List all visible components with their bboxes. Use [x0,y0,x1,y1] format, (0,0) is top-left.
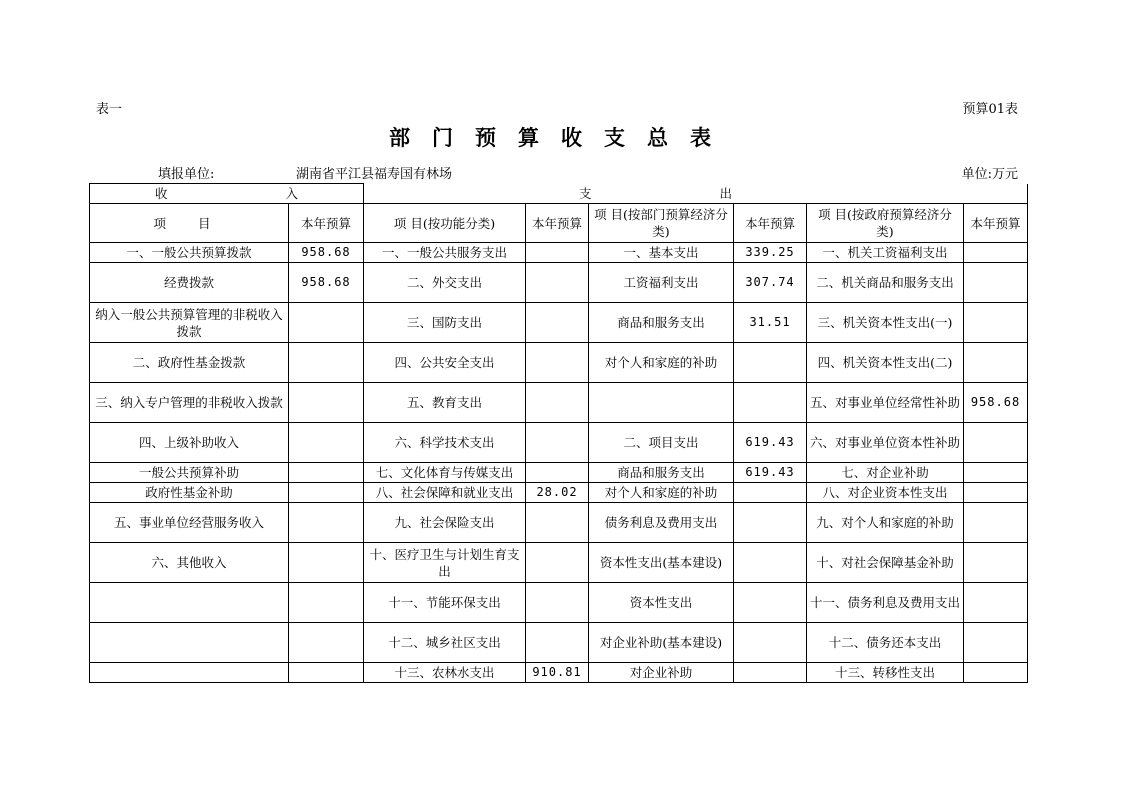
table-row [90,463,1028,483]
item-cell [90,623,289,663]
table-row [90,343,1028,383]
section-header-row [90,184,1028,204]
budget-amount-cell: 958.68 [289,263,364,303]
item-cell: 三、机关资本性支出(一) [807,303,964,343]
expense-section-char-2: 出 [719,185,733,201]
table-row [90,243,1028,263]
item-cell: 经费拨款 [90,263,289,303]
item-cell: 商品和服务支出 [589,463,734,483]
expense-section-header [364,184,1028,204]
budget-amount-cell [526,343,589,383]
col-header-government-budget: 本年预算 [964,204,1028,243]
col-header-functional: 项 目(按功能分类) [364,204,526,243]
budget-amount-cell [289,663,364,683]
item-cell: 纳入一般公共预算管理的非税收入拨款 [90,303,289,343]
item-cell: 六、科学技术支出 [364,423,526,463]
item-cell: 十一、节能环保支出 [364,583,526,623]
table-number: 表一 [96,102,123,117]
budget-amount-cell [964,543,1028,583]
budget-amount-cell [964,663,1028,683]
col-header-item: 项 目 [90,204,289,243]
table-row [90,303,1028,343]
budget-amount-cell [964,463,1028,483]
budget-amount-cell [964,343,1028,383]
item-cell: 对企业补助 [589,663,734,683]
budget-amount-cell: 958.68 [289,243,364,263]
item-cell: 工资福利支出 [589,263,734,303]
reporting-unit-name: 湖南省平江县福寿国有林场 [296,167,453,182]
budget-amount-cell [526,623,589,663]
table-row [90,583,1028,623]
item-cell: 七、对企业补助 [807,463,964,483]
item-cell: 对个人和家庭的补助 [589,483,734,503]
budget-amount-cell [526,243,589,263]
budget-amount-cell [526,303,589,343]
budget-amount-cell [289,503,364,543]
budget-amount-cell [526,383,589,423]
budget-amount-cell [289,383,364,423]
item-cell: 五、教育支出 [364,383,526,423]
item-cell: 一、基本支出 [589,243,734,263]
reporting-unit-label: 填报单位: [158,167,215,182]
budget-amount-cell [964,423,1028,463]
budget-amount-cell: 339.25 [734,243,807,263]
budget-amount-cell [526,463,589,483]
budget-amount-cell: 28.02 [526,483,589,503]
budget-amount-cell [289,303,364,343]
item-cell [589,383,734,423]
col-header-department-budget: 本年预算 [734,204,807,243]
budget-amount-cell [964,623,1028,663]
item-cell: 一般公共预算补助 [90,463,289,483]
item-cell: 十三、转移性支出 [807,663,964,683]
budget-amount-cell [734,663,807,683]
col-header-department: 项 目(按部门预算经济分类) [589,204,734,243]
budget-amount-cell [289,623,364,663]
col-header-government: 项 目(按政府预算经济分类) [807,204,964,243]
item-cell [90,583,289,623]
budget-amount-cell: 31.51 [734,303,807,343]
budget-amount-cell [964,503,1028,543]
budget-amount-cell [734,623,807,663]
item-cell: 二、项目支出 [589,423,734,463]
col-header-functional-budget: 本年预算 [526,204,589,243]
item-cell: 五、事业单位经营服务收入 [90,503,289,543]
table-row [90,543,1028,583]
budget-amount-cell: 619.43 [734,423,807,463]
income-section-char-2: 入 [285,186,298,201]
budget-amount-cell [734,583,807,623]
item-cell: 八、对企业资本性支出 [807,483,964,503]
budget-table [89,183,1028,683]
item-cell: 十、医疗卫生与计划生育支出 [364,543,526,583]
table-row [90,663,1028,683]
table-row [90,423,1028,463]
item-cell: 对个人和家庭的补助 [589,343,734,383]
table-row [90,503,1028,543]
table-row [90,383,1028,423]
budget-amount-cell [526,263,589,303]
budget-amount-cell: 958.68 [964,383,1028,423]
item-cell: 一、机关工资福利支出 [807,243,964,263]
page-title: 部门预算收支总表 [389,125,733,150]
item-cell: 七、文化体育与传媒支出 [364,463,526,483]
budget-amount-cell [526,543,589,583]
item-cell: 三、国防支出 [364,303,526,343]
item-cell: 二、机关商品和服务支出 [807,263,964,303]
budget-amount-cell [964,243,1028,263]
item-cell: 二、外交支出 [364,263,526,303]
item-cell: 十二、债务还本支出 [807,623,964,663]
item-cell: 政府性基金补助 [90,483,289,503]
budget-amount-cell [734,503,807,543]
item-cell: 三、纳入专户管理的非税收入拨款 [90,383,289,423]
budget-amount-cell [734,383,807,423]
budget-amount-cell [964,483,1028,503]
item-cell: 八、社会保障和就业支出 [364,483,526,503]
item-cell [90,663,289,683]
budget-amount-cell [289,463,364,483]
budget-amount-cell [964,583,1028,623]
budget-amount-cell [526,423,589,463]
income-section-char-1: 收 [155,186,168,201]
budget-amount-cell: 307.74 [734,263,807,303]
budget-amount-cell [964,263,1028,303]
currency-unit: 单位:万元 [961,167,1018,182]
item-cell: 十、对社会保障基金补助 [807,543,964,583]
budget-amount-cell: 910.81 [526,663,589,683]
table-row [90,263,1028,303]
item-cell: 对企业补助(基本建设) [589,623,734,663]
budget-amount-cell [734,343,807,383]
item-cell: 六、对事业单位资本性补助 [807,423,964,463]
item-cell: 四、上级补助收入 [90,423,289,463]
item-cell: 五、对事业单位经常性补助 [807,383,964,423]
item-cell: 资本性支出 [589,583,734,623]
budget-amount-cell [734,483,807,503]
budget-amount-cell [289,483,364,503]
item-cell: 六、其他收入 [90,543,289,583]
item-cell: 四、机关资本性支出(二) [807,343,964,383]
budget-amount-cell [526,503,589,543]
item-cell: 二、政府性基金拨款 [90,343,289,383]
budget-amount-cell [526,583,589,623]
budget-amount-cell [734,543,807,583]
budget-amount-cell [289,543,364,583]
item-cell: 一、一般公共服务支出 [364,243,526,263]
budget-amount-cell [964,303,1028,343]
income-section-header [90,184,364,204]
item-cell: 十三、农林水支出 [364,663,526,683]
item-cell: 九、社会保险支出 [364,503,526,543]
budget-amount-cell [289,343,364,383]
budget-amount-cell: 619.43 [734,463,807,483]
budget-amount-cell [289,583,364,623]
item-cell: 商品和服务支出 [589,303,734,343]
item-cell: 四、公共安全支出 [364,343,526,383]
col-header-budget: 本年预算 [289,204,364,243]
expense-section-char-1: 支 [579,185,592,201]
item-cell: 资本性支出(基本建设) [589,543,734,583]
form-code: 预算01表 [962,102,1018,117]
item-cell: 一、一般公共预算拨款 [90,243,289,263]
item-cell: 债务利息及费用支出 [589,503,734,543]
table-row [90,623,1028,663]
item-cell: 九、对个人和家庭的补助 [807,503,964,543]
item-cell: 十一、债务利息及费用支出 [807,583,964,623]
table-row [90,483,1028,503]
column-header-row [90,204,1028,243]
item-cell: 十二、城乡社区支出 [364,623,526,663]
budget-amount-cell [289,423,364,463]
